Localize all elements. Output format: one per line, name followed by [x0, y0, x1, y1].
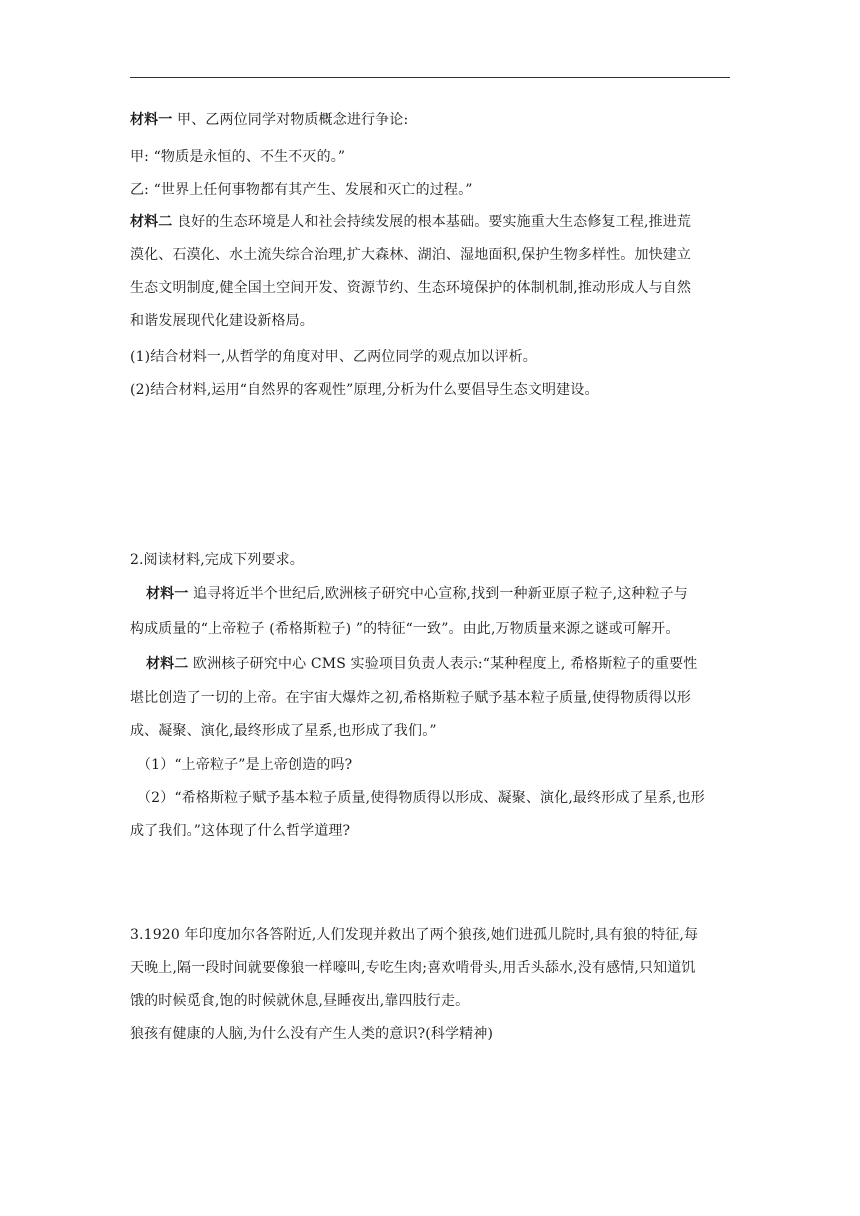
q3-text-line: 饿的时候觅食,饱的时候就休息,昼睡夜出,靠四肢行走。 [130, 993, 470, 1009]
q2-material-one-line: 构成质量的“上帝粒子 (希格斯粒子) ”的特征“一致”。由此,万物质量来源之谜或可解开。 [130, 621, 680, 637]
q2-question-1: （1）“上帝粒子”是上帝创造的吗? [137, 757, 353, 773]
q3-question: 狼孩有健康的人脑,为什么没有产生人类的意识?(科学精神) [130, 1026, 494, 1042]
q1-student-jia: 甲: “物质是永恒的、不生不灭的。” [130, 149, 346, 165]
q1-question-2: (2)结合材料,运用“自然界的客观性”原理,分析为什么要倡导生态文明建设。 [130, 382, 599, 398]
q2-material-one-line: 追寻将近半个世纪后,欧洲核子研究中心宣称,找到一种新亚原子粒子,这种粒子与 [188, 586, 688, 602]
q2-material-two-line: 堪比创造了一切的上帝。在宇宙大爆炸之初,希格斯粒子赋予基本粒子质量,使得物质得以形 [130, 690, 692, 706]
q1-material-two-line: 漠化、石漠化、水土流失综合治理,扩大森林、湖泊、湿地面积,保护生物多样性。加快建立 [130, 247, 692, 263]
q1-material-one [130, 110, 740, 130]
q3-text-line: 3.1920 年印度加尔各答附近,人们发现并救出了两个狼孩,她们进孤儿院时,具有狼的特征,每 [130, 927, 699, 943]
q1-material-two [130, 212, 740, 232]
q2-question-2: （2）“希格斯粒子赋予基本粒子质量,使得物质得以形成、凝聚、演化,最终形成了星系,也形 [137, 790, 705, 806]
q2-material-two-label: 材料二 [146, 656, 189, 672]
q1-material-two-label: 材料二 [130, 214, 173, 230]
q1-question-1: (1)结合材料一,从哲学的角度对甲、乙两位同学的观点加以评析。 [130, 349, 537, 365]
q3-text-line: 天晚上,隔一段时间就要像狼一样嚎叫,专吃生肉;喜欢啃骨头,用舌头舔水,没有感情,只知道饥 [130, 960, 696, 976]
q2-material-one-label: 材料一 [146, 586, 189, 602]
q1-material-one-text: 甲、乙两位同学对物质概念进行争论: [172, 112, 409, 128]
q1-material-one-label: 材料一 [130, 112, 173, 128]
q2-question-2-cont: 成了我们。”这体现了什么哲学道理? [130, 823, 351, 839]
q1-material-two-line: 和谐发展现代化建设新格局。 [130, 313, 314, 329]
q2-intro: 2.阅读材料,完成下列要求。 [130, 552, 304, 568]
q1-material-two-line: 良好的生态环境是人和社会持续发展的根本基础。要实施重大生态修复工程,推进荒 [172, 214, 692, 230]
q2-material-two [146, 654, 756, 674]
header-rule [130, 77, 730, 78]
q1-student-yi: 乙: “世界上任何事物都有其产生、发展和灭亡的过程。” [130, 182, 473, 198]
q2-material-two-line: 成、凝聚、演化,最终形成了星系,也形成了我们。” [130, 723, 437, 739]
q2-material-one [146, 584, 756, 604]
q2-material-two-line: 欧洲核子研究中心 CMS 实验项目负责人表示:“某种程度上, 希格斯粒子的重要性 [188, 656, 698, 672]
q1-material-two-line: 生态文明制度,健全国土空间开发、资源节约、生态环境保护的体制机制,推动形成人与自然 [130, 280, 692, 296]
